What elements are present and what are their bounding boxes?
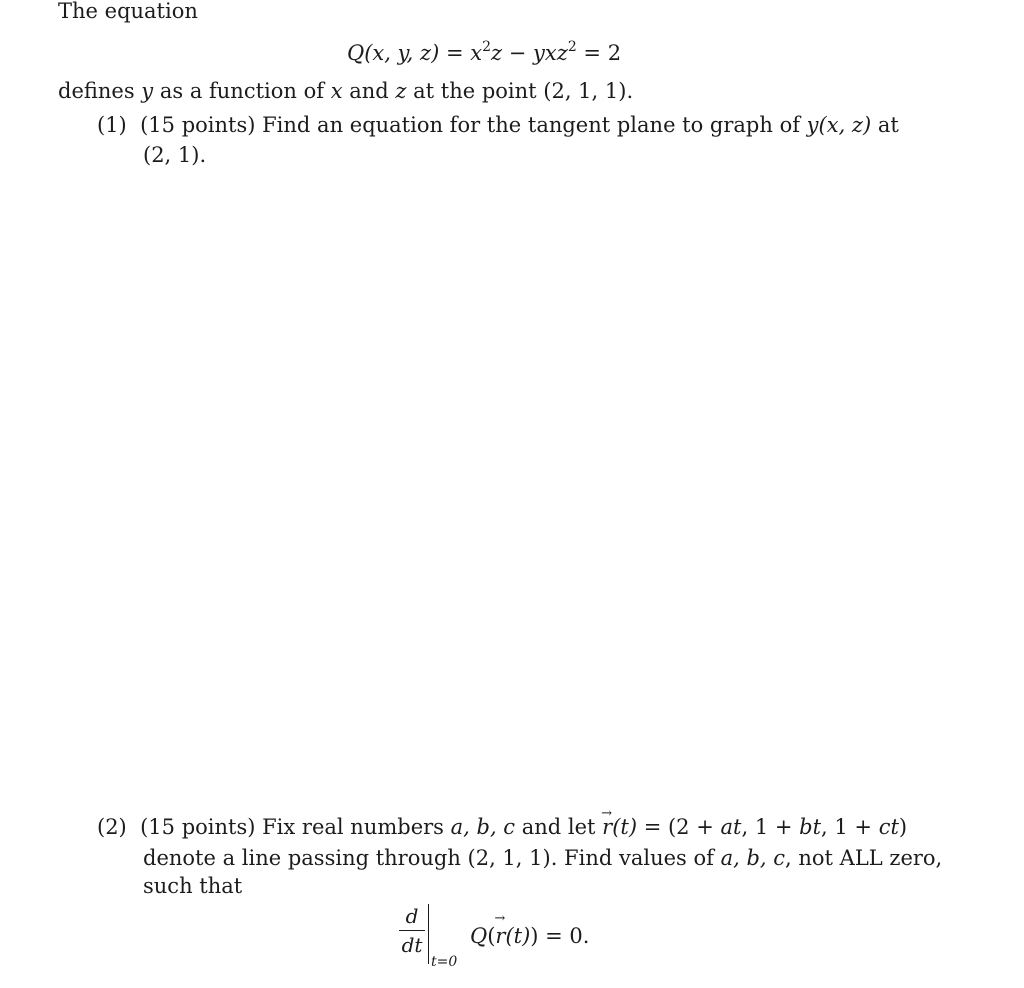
fraction-bar xyxy=(399,930,425,931)
part1-end: at xyxy=(871,113,899,137)
fraction-numerator: d xyxy=(405,904,419,928)
evaluation-bar xyxy=(428,904,429,964)
defines-text-2: as a function of xyxy=(153,79,331,103)
q-symbol: Q xyxy=(470,924,488,948)
evaluation-point: t=0 xyxy=(431,954,458,970)
part2-text-a: Fix real numbers xyxy=(255,815,451,839)
equation-rhs: = 2 xyxy=(576,41,622,65)
fraction-denominator: dt xyxy=(401,933,423,957)
exponent-1: 2 xyxy=(482,39,492,55)
defines-text-4: at the point (2, 1, 1). xyxy=(406,79,634,103)
equals-sign: = xyxy=(439,41,471,65)
part2-text-d: , 1 + xyxy=(741,815,800,839)
term-bt: bt xyxy=(799,815,822,839)
term-yxz: yxz xyxy=(533,41,568,65)
part2-text-c: = (2 + xyxy=(637,815,721,839)
defines-text-1: defines xyxy=(58,79,142,103)
part2-line1 xyxy=(97,814,907,840)
main-equation xyxy=(347,34,621,66)
defines-text-3: and xyxy=(342,79,396,103)
part1-number: (1) xyxy=(97,113,127,137)
var-x: x xyxy=(330,79,343,103)
minus-sign: − xyxy=(502,41,534,65)
part2-line3: such that xyxy=(143,874,243,898)
term-at: at xyxy=(720,815,742,839)
q-composition xyxy=(470,924,589,948)
function-q: Q xyxy=(347,41,365,65)
part2-line2 xyxy=(143,845,942,871)
part2-text-f: ) xyxy=(898,815,908,839)
vector-r: → r xyxy=(602,814,612,840)
part2-line2-a: denote a line passing through (2, 1, 1). Find values of xyxy=(143,846,721,870)
part2-number: (2) xyxy=(97,815,127,839)
part1-points: (15 points) xyxy=(140,113,256,137)
derivative-fraction xyxy=(398,904,426,957)
vector-r-2-arg: (t) xyxy=(505,924,531,948)
term-z: z xyxy=(491,41,503,65)
term-ct: ct xyxy=(878,815,899,839)
part2-line2-b: , not ALL zero, xyxy=(785,846,943,870)
var-y: y xyxy=(141,79,154,103)
vector-r-arg: (t) xyxy=(612,815,638,839)
part2-line2-abc: a, b, c xyxy=(720,846,786,870)
function-args: (x, y, z) xyxy=(364,41,440,65)
term-x: x xyxy=(470,41,483,65)
open-paren: ( xyxy=(487,924,496,948)
defines-sentence xyxy=(58,78,633,104)
part1-line2: (2, 1). xyxy=(143,143,207,167)
part2-points: (15 points) xyxy=(140,815,256,839)
part2-text-b: and let xyxy=(515,815,603,839)
part1-line1 xyxy=(97,112,899,138)
vector-r-2: → r xyxy=(495,924,505,948)
derivative-rest: ) = 0. xyxy=(530,924,590,948)
var-z: z xyxy=(395,79,407,103)
part2-text-e: , 1 + xyxy=(821,815,879,839)
part2-abc: a, b, c xyxy=(450,815,516,839)
derivative-equation xyxy=(398,904,618,976)
intro-text: The equation xyxy=(58,0,198,23)
part1-function: y(x, z) xyxy=(806,113,872,137)
exponent-2: 2 xyxy=(567,39,577,55)
part1-text: Find an equation for the tangent plane to graph of xyxy=(255,113,807,137)
